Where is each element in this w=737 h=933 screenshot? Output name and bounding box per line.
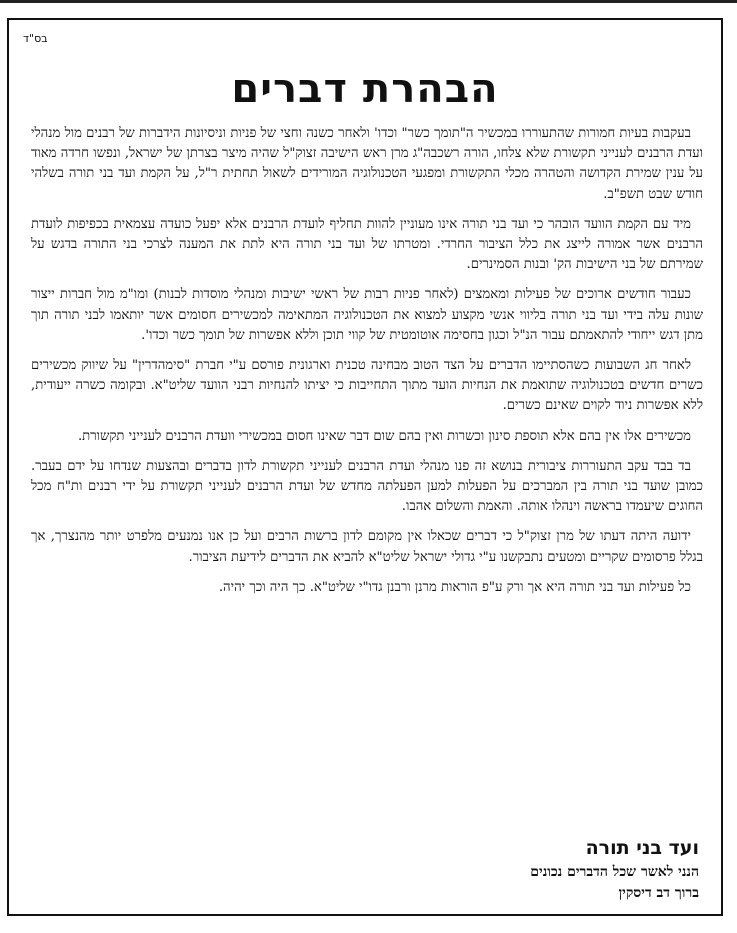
bsd-mark: בס"ד <box>23 32 48 45</box>
signature-name: ברוך דב דיסקין <box>618 885 699 901</box>
announcement-body <box>31 124 703 608</box>
paragraph-3: כעבור חודשים ארוכים של פעילות ומאמצים (לאחר פניות רבות של ראשי ישיבות ומנהלי מוסדות לבנות) ומו"מ מול חברות ייצור שונות עלה בידי ועד בני תורה בליווי אנשי מקצוע למצוא את הטכנולוגיה המתאימה למכשירים חסומים אשר יותאמו לבני תורה תוך מתן דגש ייחודי להתאמתם עבור הנ"ל וכגון בחסימה אוטומטית של קווי תוכן וללא אפשרות של תומך כשר וכדו'. <box>31 287 703 343</box>
signature-block <box>530 834 699 904</box>
top-rule <box>0 0 737 3</box>
paragraph-7: ידועה היתה דעתו של מרן זצוק"ל כי דברים שכאלו אין מקומם לדון ברשות הרבים ועל כן אנו נמנעים מלפרט יותר מהנצרך, אך בגלל פרסומים שקריים ומטעים נתבקשנו ע"י גדולי ישראל שליט"א להביא את הדברים לידיעת הציבור. <box>31 529 703 565</box>
paragraph-4: לאחר חג השבועות כשהסתיימו הדברים על הצד הטוב מבחינה טכנית וארגונית פורסם ע"י חברת "סימהדרין" על שיווק מכשירים כשרים חדשים בטכנולוגיה שתואמת את הנחיות הועד מתוך התחייבות כי יציתו להנחיות רבני הוועד שליט"א. ובקומה כשרה ייעודית, ללא אפשרות ניוד לקוים שאינם כשרים. <box>31 358 703 414</box>
announcement-frame <box>7 18 723 916</box>
announcement-title: הבהרת דברים <box>231 66 499 112</box>
paragraph-1: בעקבות בעיות חמורות שהתעוררו במכשיר ה"תומך כשר" וכדו' ולאחר כשנה וחצי של פניות וניסיונות הידברות של רבנים מול מנהלי ועדת הרבנים לענייני תקשורת שלא צלחו, הורה רשכבה"ג מרן ראש הישיבה זצוק"ל שהיה מיצר בצרתן של ישראל, ונפשו חרדה מאוד על ענין שמירת הקדושה והטהרה מכלי התקשורת ומפגעי הטכנולוגיה המורידים לשאול תחתית ר"ל, על הקמת ועד בני תורה בשלהי חודש שבט תשפ"ב. <box>31 126 703 202</box>
paragraph-6: בד בבד עקב התעוררות ציבורית בנושא זה פנו מנהלי ועדת הרבנים לענייני תקשורת לדון בדברים ובהצעות שנדחו על ידם בעבר. כמובן שועד בני תורה בין המברכים על הפעלות למען הפעלתה מחדש של ועדת הרבנים לענייני תקשורת על ידי רבנים ות"ח מכל החוגים שיעמדו בראשה וינהלו אותה. והאמת והשלום אהבו. <box>31 458 703 515</box>
signature-confirmation: הנני לאשר שכל הדברים נכונים <box>530 864 699 880</box>
paragraph-8: כל פעילות ועד בני תורה היא אך ורק ע"פ הוראות מרנן ורבנן גדו"י שליט"א. כך היה וכך יהיה. <box>218 579 691 595</box>
paragraph-2: מיד עם הקמת הוועד הובהר כי ועד בני תורה אינו מעוניין להוות תחליף לועדת הרבנים אלא יפעל כועדה עצמאית בכפיפות לועדת הרבנים אשר אמורה לייצג את כלל הציבור החרדי. ומטרתו של ועד בני תורה היא לתת את המענה לצרכי בני התורה בדגש על שמירתם של בני הישיבות הק' ובנות הסמינרים. <box>31 216 703 273</box>
paragraph-5: מכשירים אלו אין בהם אלא תוספת סינון וכשרות ואין בהם שום דבר שאינו חסום במכשירי וועדת הרבנים לענייני תקשורת. <box>77 428 691 444</box>
signature-org: ועד בני תורה <box>585 837 699 859</box>
